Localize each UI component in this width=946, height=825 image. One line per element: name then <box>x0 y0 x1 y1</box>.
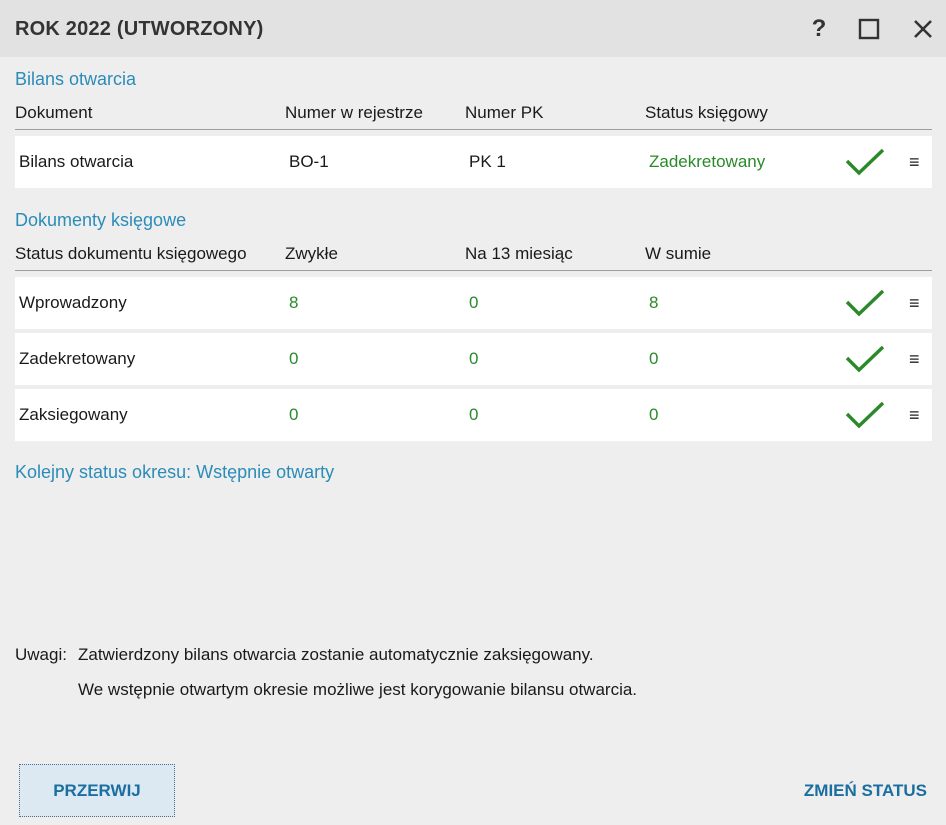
regular-count: 8 <box>289 293 299 312</box>
maximize-button[interactable] <box>852 12 886 46</box>
col-regular: Zwykłe <box>285 244 338 263</box>
title-bar <box>0 0 946 57</box>
checkmark-icon <box>845 147 885 177</box>
status-cell: Zadekretowany <box>649 152 766 171</box>
checkmark-icon <box>845 400 885 430</box>
col-document-status: Status dokumentu księgowego <box>15 244 247 263</box>
row-menu-icon[interactable]: ≡ <box>909 405 920 425</box>
col-pk-number: Numer PK <box>465 103 544 122</box>
help-button[interactable] <box>802 12 836 46</box>
checkmark-icon <box>845 288 885 318</box>
regular-count: 0 <box>289 349 299 368</box>
status-label: Zaksiegowany <box>19 405 128 424</box>
total-count: 8 <box>649 293 659 312</box>
help-icon: ? <box>811 15 827 42</box>
opening-balance-title: Bilans otwarcia <box>15 69 137 89</box>
total-count: 0 <box>649 405 659 424</box>
col-register-number: Numer w rejestrze <box>285 103 423 122</box>
total-count: 0 <box>649 349 659 368</box>
row-menu-icon[interactable]: ≡ <box>909 293 920 313</box>
month13-count: 0 <box>469 293 479 312</box>
col-document: Dokument <box>15 103 93 122</box>
header-divider <box>15 270 932 271</box>
header-divider <box>15 129 932 130</box>
accounting-documents-title: Dokumenty księgowe <box>15 210 187 230</box>
checkmark-icon <box>845 344 885 374</box>
register-number-cell: BO-1 <box>289 152 329 171</box>
close-icon <box>912 18 934 40</box>
regular-count: 0 <box>289 405 299 424</box>
row-menu-icon[interactable]: ≡ <box>909 152 920 172</box>
row-menu-icon[interactable]: ≡ <box>909 349 920 369</box>
month13-count: 0 <box>469 405 479 424</box>
status-label: Zadekretowany <box>19 349 136 368</box>
window-title: ROK 2022 (UTWORZONY) <box>15 18 264 40</box>
table-row[interactable] <box>15 389 932 441</box>
col-month-13: Na 13 miesiąc <box>465 244 573 263</box>
close-button[interactable] <box>906 12 940 46</box>
notes-label: Uwagi: <box>15 645 67 664</box>
table-row[interactable] <box>15 333 932 385</box>
col-accounting-status: Status księgowy <box>645 103 768 122</box>
status-label: Wprowadzony <box>19 293 127 312</box>
maximize-icon <box>858 18 880 40</box>
note-line-2: We wstępnie otwartym okresie możliwe jest korygowanie bilansu otwarcia. <box>78 680 638 699</box>
table-row[interactable] <box>15 277 932 329</box>
change-status-button[interactable]: ZMIEŃ STATUS <box>803 780 927 800</box>
col-total: W sumie <box>645 244 712 263</box>
note-line-1: Zatwierdzony bilans otwarcia zostanie automatycznie zaksięgowany. <box>78 645 594 664</box>
opening-balance-row[interactable] <box>15 136 932 188</box>
document-cell: Bilans otwarcia <box>19 152 134 171</box>
next-period-status: Kolejny status okresu: Wstępnie otwarty <box>15 462 335 482</box>
abort-button[interactable]: PRZERWIJ <box>19 764 175 817</box>
pk-number-cell: PK 1 <box>469 152 506 171</box>
month13-count: 0 <box>469 349 479 368</box>
